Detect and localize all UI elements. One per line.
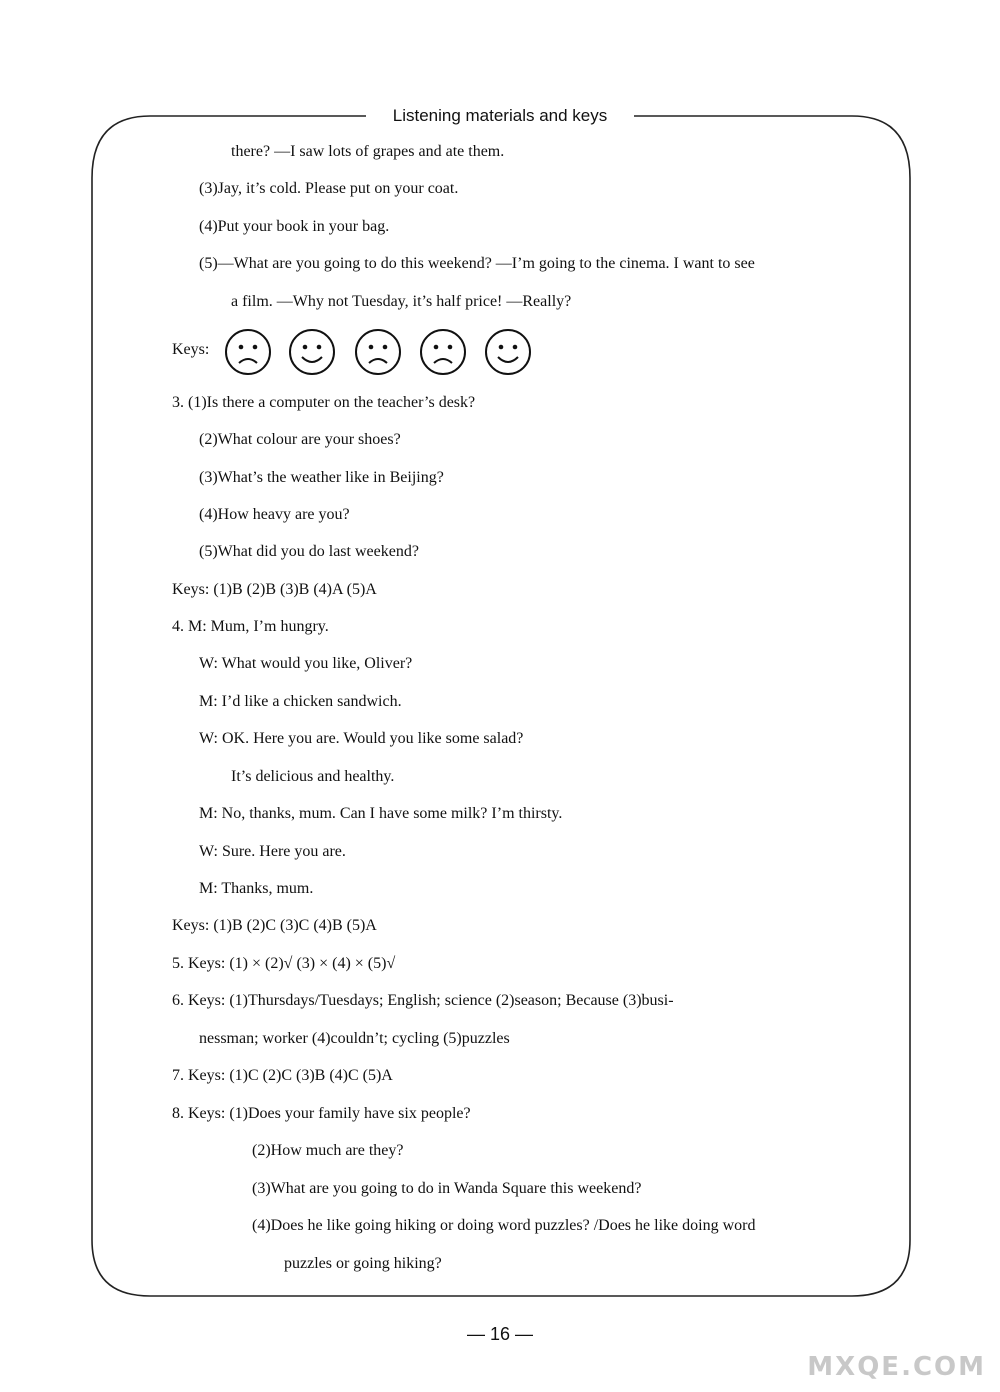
- happy-face-icon: [484, 328, 532, 376]
- text-line: 6. Keys: (1)Thursdays/Tuesdays; English; science (2)season; Because (3)busi-: [172, 992, 674, 1009]
- text-line: 8. Keys: (1)Does your family have six people?: [172, 1105, 471, 1122]
- text-line: (5)What did you do last weekend?: [199, 543, 419, 560]
- text-line: 5. Keys: (1) × (2)√ (3) × (4) × (5)√: [172, 955, 396, 972]
- text-line: (3)What are you going to do in Wanda Square this weekend?: [252, 1180, 642, 1197]
- text-line: puzzles or going hiking?: [284, 1255, 442, 1272]
- text-line: (5)—What are you going to do this weekend? —I’m going to the cinema. I want to see: [199, 255, 755, 272]
- text-line: 7. Keys: (1)C (2)C (3)B (4)C (5)A: [172, 1067, 393, 1084]
- text-line: nessman; worker (4)couldn’t; cycling (5)puzzles: [199, 1030, 510, 1047]
- watermark-text: MXQE.COM: [807, 1352, 986, 1382]
- text-line: (3)Jay, it’s cold. Please put on your coat.: [199, 180, 459, 197]
- text-line: (4)Put your book in your bag.: [199, 218, 390, 235]
- text-line: W: Sure. Here you are.: [199, 843, 346, 860]
- text-line: W: What would you like, Oliver?: [199, 655, 413, 672]
- sad-face-icon: [354, 328, 402, 376]
- page-header: [0, 104, 1000, 128]
- text-line: M: I’d like a chicken sandwich.: [199, 693, 402, 710]
- header-title: Listening materials and keys: [392, 106, 608, 125]
- sad-face-icon: [419, 328, 467, 376]
- text-line: 4. M: Mum, I’m hungry.: [172, 618, 329, 635]
- sad-face-icon: [224, 328, 272, 376]
- text-line: Keys: (1)B (2)C (3)C (4)B (5)A: [172, 917, 377, 934]
- text-line: (2)What colour are your shoes?: [199, 431, 401, 448]
- text-line: (2)How much are they?: [252, 1142, 404, 1159]
- text-line: M: Thanks, mum.: [199, 880, 314, 897]
- text-line: M: No, thanks, mum. Can I have some milk? I’m thirsty.: [199, 805, 563, 822]
- text-line: (3)What’s the weather like in Beijing?: [199, 469, 444, 486]
- keys-label: Keys:: [172, 341, 210, 358]
- text-line: (4)Does he like going hiking or doing word puzzles? /Does he like doing word: [252, 1217, 756, 1234]
- watermark-logo: [786, 1302, 986, 1382]
- happy-face-icon: [288, 328, 336, 376]
- text-line: (4)How heavy are you?: [199, 506, 350, 523]
- text-line: 3. (1)Is there a computer on the teacher’s desk?: [172, 394, 476, 411]
- text-line: It’s delicious and healthy.: [231, 768, 395, 785]
- text-line: a film. —Why not Tuesday, it’s half price! —Really?: [231, 293, 572, 310]
- text-line: W: OK. Here you are. Would you like some salad?: [199, 730, 524, 747]
- text-line: there? —I saw lots of grapes and ate them.: [231, 143, 505, 160]
- page-number: — 16 —: [466, 1324, 534, 1344]
- text-line: Keys: (1)B (2)B (3)B (4)A (5)A: [172, 581, 377, 598]
